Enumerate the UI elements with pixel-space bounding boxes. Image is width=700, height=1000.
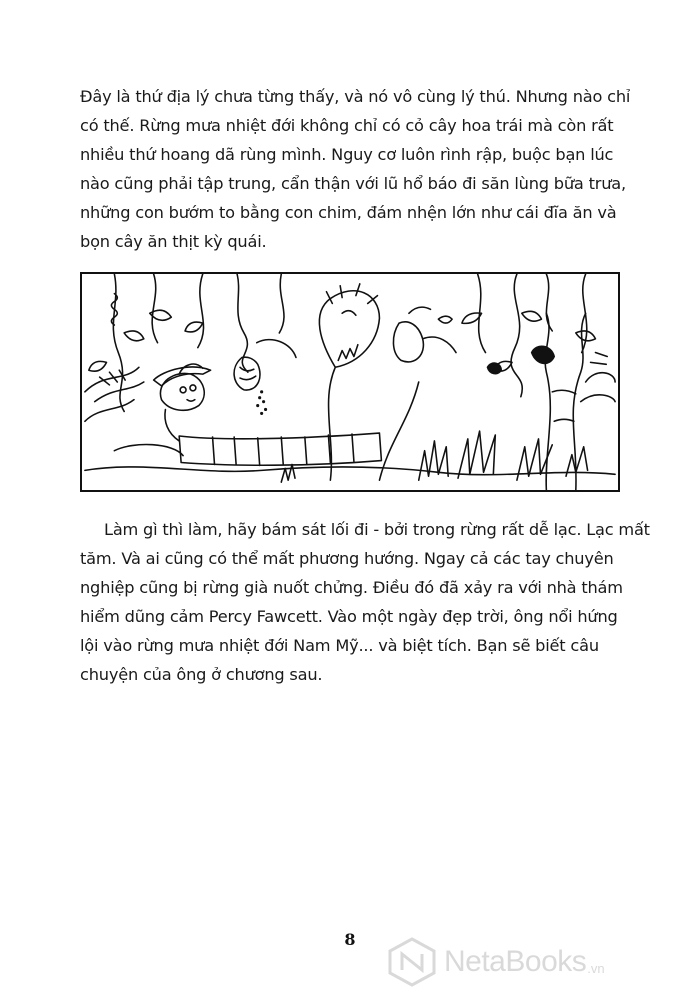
- text-line: những con bướm to bằng con chim, đám nhện lớn như cái đĩa ăn và: [80, 203, 617, 222]
- text-line: nào cũng phải tập trung, cẩn thận với lũ hổ báo đi săn lùng bữa trưa,: [80, 174, 626, 193]
- text-line: hiểm dũng cảm Percy Fawcett. Vào một ngày đẹp trời, ông nổi hứng: [80, 607, 618, 626]
- text-line: nghiệp cũng bị rừng già nuốt chửng. Điều đó đã xảy ra với nhà thám: [80, 578, 623, 597]
- text-line: Làm gì thì làm, hãy bám sát lối đi - bởi trong rừng rất dễ lạc. Lạc mất: [104, 520, 650, 539]
- text-line: bọn cây ăn thịt kỳ quái.: [80, 232, 267, 251]
- text-line: tăm. Và ai cũng có thể mất phương hướng. Ngay cả các tay chuyên: [80, 549, 614, 568]
- page-number: 8: [344, 930, 356, 949]
- watermark-brand: NetaBooks: [444, 945, 587, 978]
- paragraph-1: [80, 82, 640, 256]
- netabooks-watermark: [386, 932, 696, 992]
- netabooks-logo-icon: [386, 936, 438, 988]
- paragraph-2: [80, 515, 650, 689]
- text-line: Đây là thứ địa lý chưa từng thấy, và nó vô cùng lý thú. Nhưng nào chỉ: [80, 87, 631, 106]
- text-line: nhiều thứ hoang dã rùng mình. Nguy cơ luôn rình rập, buộc bạn lúc: [80, 145, 614, 164]
- text-line: chuyện của ông ở chương sau.: [80, 665, 323, 684]
- watermark-tld: .vn: [587, 960, 605, 976]
- jungle-illustration: [80, 272, 620, 492]
- jungle-cartoon-drawing: [82, 274, 618, 490]
- text-line: lội vào rừng mưa nhiệt đới Nam Mỹ... và biệt tích. Bạn sẽ biết câu: [80, 636, 599, 655]
- text-line: có thế. Rừng mưa nhiệt đới không chỉ có cỏ cây hoa trái mà còn rất: [80, 116, 614, 135]
